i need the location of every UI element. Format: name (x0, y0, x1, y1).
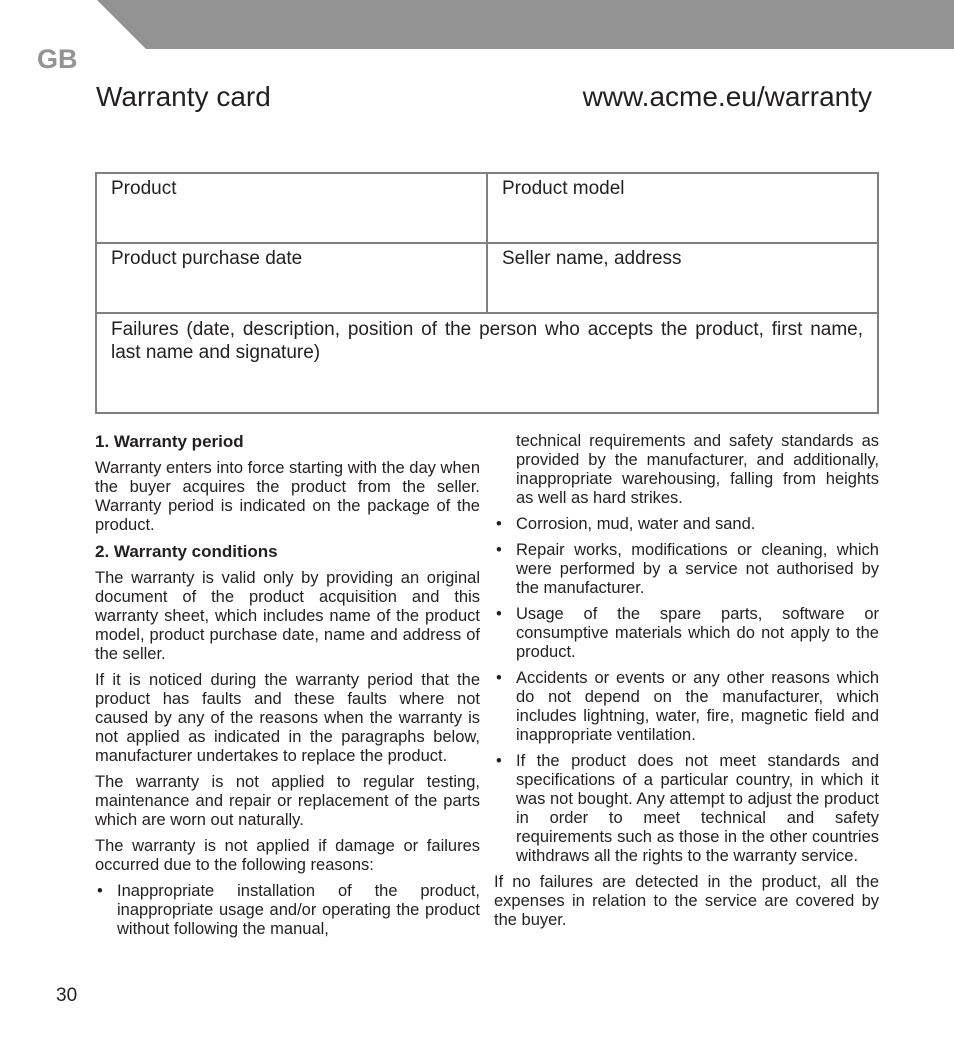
warranty-card-table (95, 172, 879, 414)
left-column (95, 432, 480, 946)
bullet-icon: • (496, 669, 502, 687)
product-field: Product (96, 173, 487, 243)
section-heading-warranty-period: 1. Warranty period (95, 432, 244, 451)
list-item: • Corrosion, mud, water and sand. (496, 515, 756, 533)
conditions-paragraph: If it is noticed during the warranty period that the product has faults and these faults where not caused by any of the reasons when the warranty is not applied as indicated in the paragraphs below, manufacturer undertakes to replace the product. (95, 671, 480, 765)
list-item: • Repair works, modifications or cleaning, which were performed by a service not authorised by the manufacturer. (496, 541, 879, 597)
conditions-paragraph: The warranty is not applied to regular testing, maintenance and repair or replacement of the parts which are worn out naturally. (95, 773, 480, 829)
exclusions-list (494, 515, 879, 866)
list-item: • Accidents or events or any other reasons which do not depend on the manufacturer, which includes lightning, water, fire, magnetic field and inappropriate ventilation. (496, 669, 879, 744)
seller-field: Seller name, address (487, 243, 878, 313)
bullet-icon: • (496, 515, 502, 533)
right-column (494, 432, 879, 937)
bullet-icon: • (97, 882, 103, 900)
language-code: GB (37, 44, 78, 74)
bullet-icon: • (496, 541, 502, 559)
list-item: • Usage of the spare parts, software or consumptive materials which do not apply to the product. (496, 605, 879, 661)
warranty-period-text: Warranty enters into force starting with the day when the buyer acquires the product from the seller. Warranty period is indicated on the package of the product. (95, 459, 480, 534)
conditions-paragraph: The warranty is valid only by providing an original document of the product acquisition and this warranty sheet, which includes name of the product model, product purchase date, name and address of the seller. (95, 569, 480, 663)
conditions-paragraph: The warranty is not applied if damage or failures occurred due to the following reasons: (95, 837, 480, 874)
exclusions-list (95, 882, 480, 939)
bullet-icon: • (496, 752, 502, 770)
bullet-icon: • (496, 605, 502, 623)
list-item: • Inappropriate installation of the product, inappropriate usage and/or operating the product without following the manual, (97, 882, 480, 938)
section-heading-warranty-conditions: 2. Warranty conditions (95, 542, 278, 561)
warranty-url: www.acme.eu/warranty (582, 81, 872, 112)
list-item-continuation: technical requirements and safety standards as provided by the manufacturer, and additionally, inappropriate warehousing, falling from heights as well as hard strikes. (516, 432, 879, 507)
header-bar (0, 0, 954, 49)
purchase-date-field: Product purchase date (96, 243, 487, 313)
product-model-field: Product model (487, 173, 878, 243)
final-paragraph: If no failures are detected in the product, all the expenses in relation to the service are covered by the buyer. (494, 873, 879, 929)
list-item: • If the product does not meet standards and specifications of a particular country, in which it was not bought. Any attempt to adjust the product in order to meet technical and safety requirements such as those in the other countries withdraws all the rights to the warranty service. (496, 752, 879, 865)
page-number: 30 (56, 985, 78, 1006)
page-title: Warranty card (96, 81, 271, 112)
failures-field: Failures (date, description, position of the person who accepts the product, first name, last name and signature) (96, 313, 878, 413)
